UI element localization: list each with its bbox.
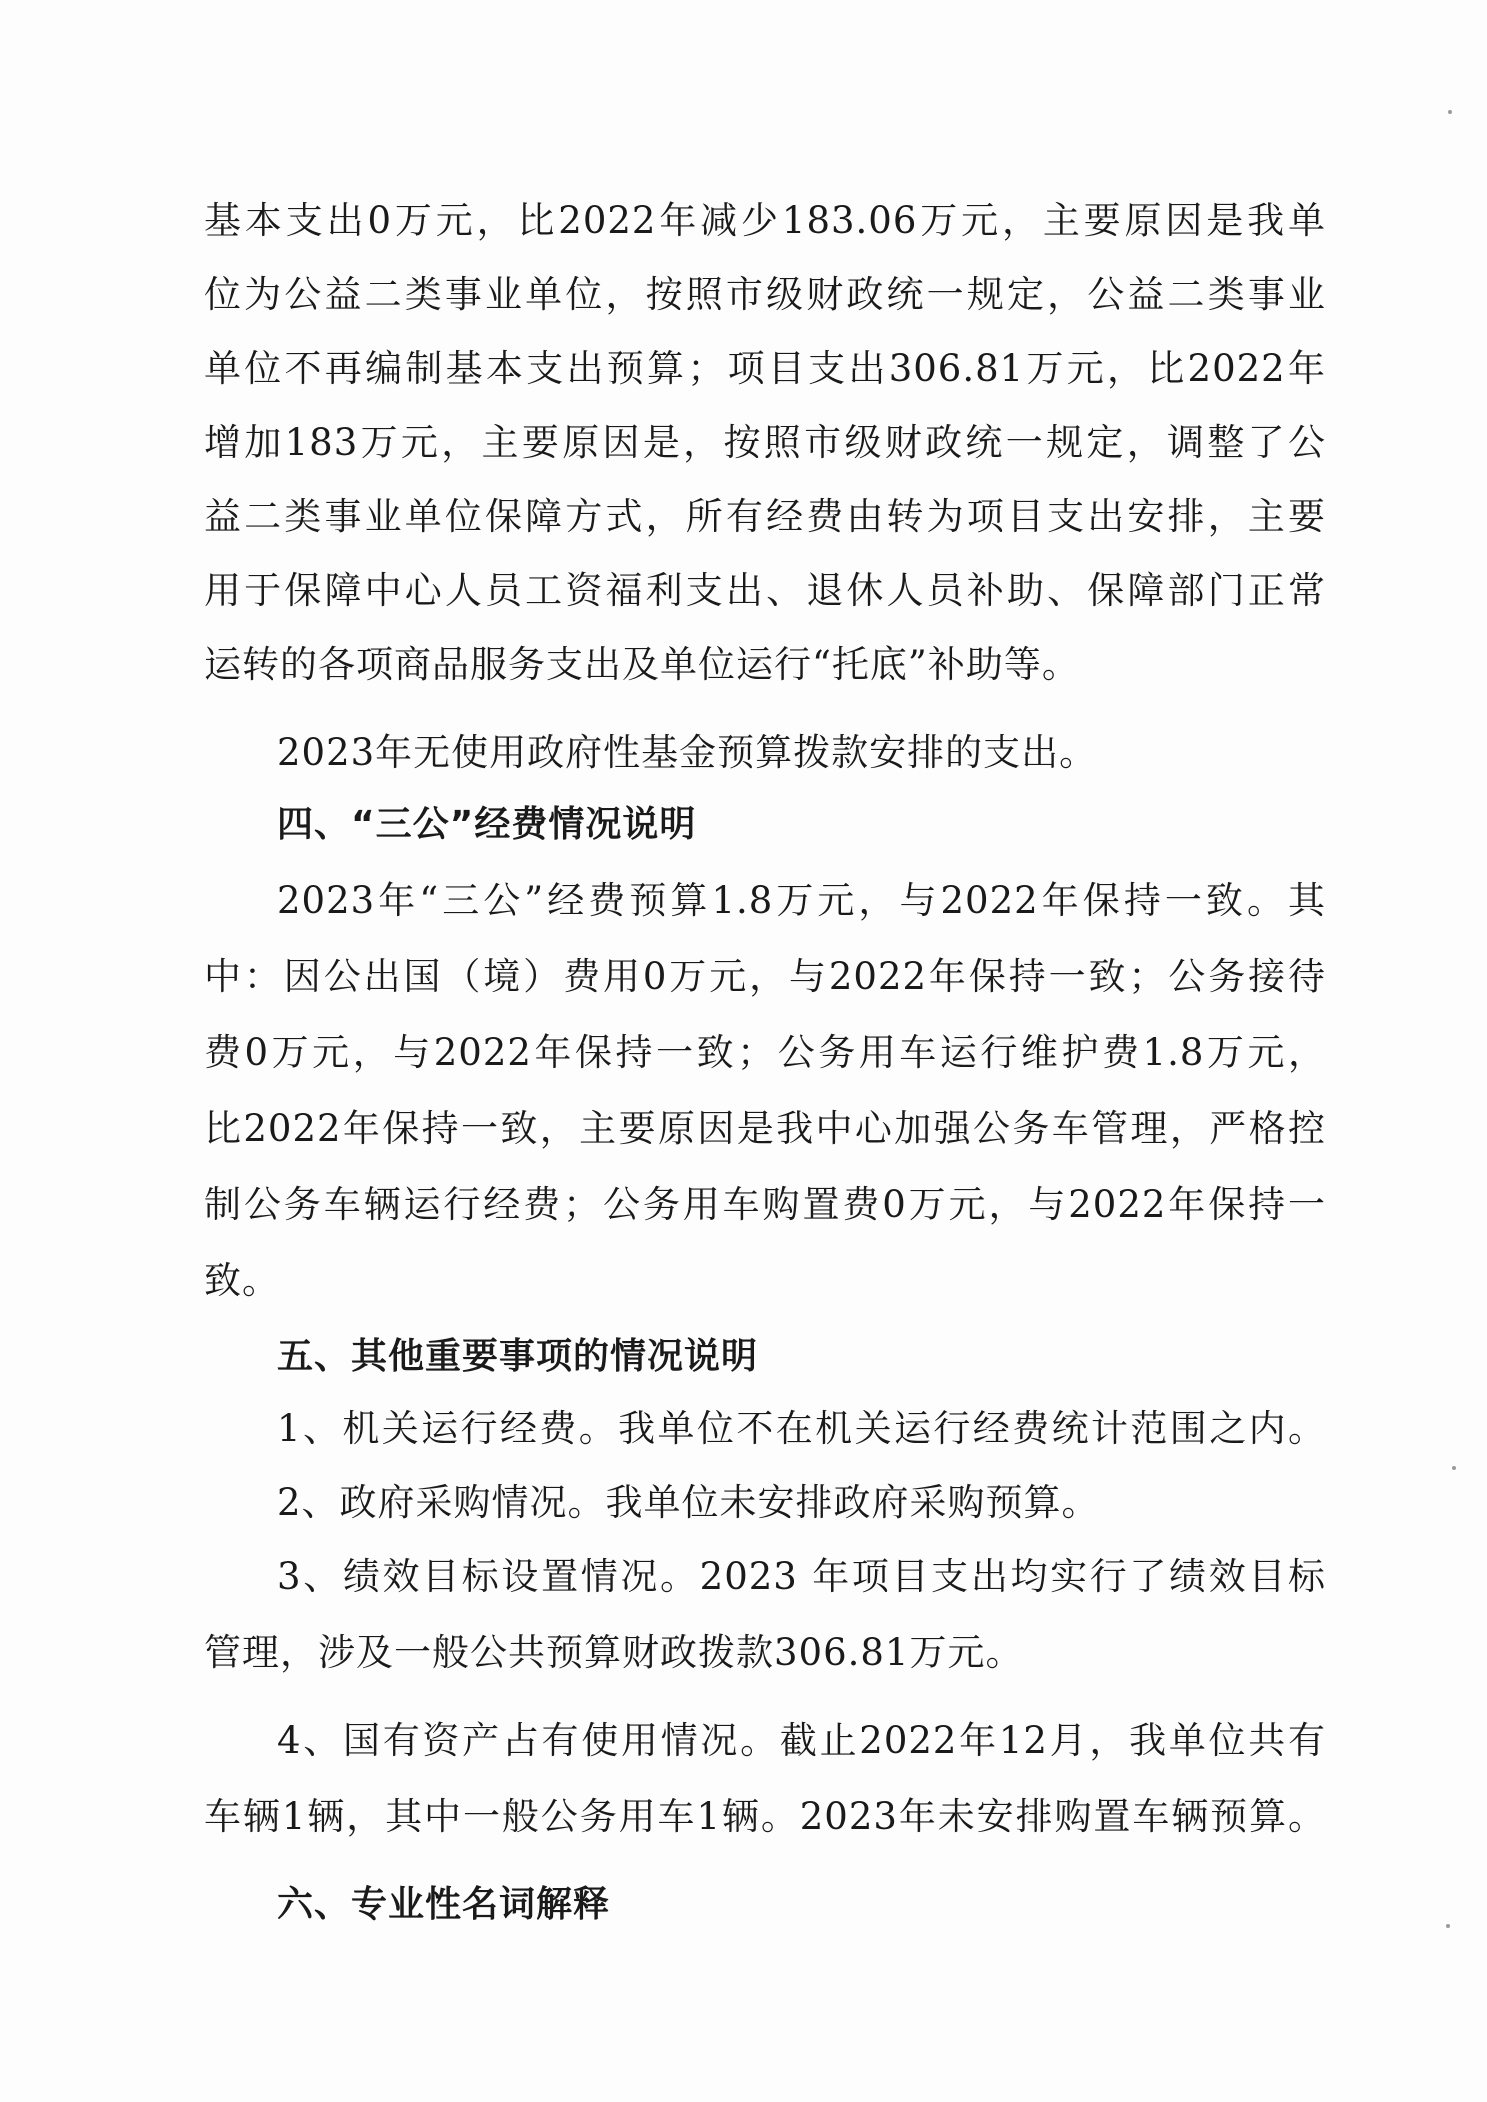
list-item: 3、绩效目标设置情况。2023 年项目支出均实行了绩效目标: [277, 1555, 1326, 1598]
paragraph-line: 增加183万元，主要原因是，按照市级财政统一规定，调整了公: [204, 421, 1326, 464]
paragraph-line: 益二类事业单位保障方式，所有经费由转为项目支出安排，主要: [204, 495, 1326, 538]
list-item: 1、机关运行经费。我单位不在机关运行经费统计范围之内。: [277, 1407, 1326, 1450]
list-item-continuation: 车辆1辆，其中一般公务用车1辆。2023年未安排购置车辆预算。: [204, 1795, 1326, 1838]
paragraph-line: 致。: [204, 1259, 280, 1302]
section-heading-6: 六、专业性名词解释: [277, 1884, 611, 1925]
paragraph-line: 基本支出0万元，比2022年减少183.06万元，主要原因是我单: [204, 199, 1326, 242]
list-item-continuation: 管理，涉及一般公共预算财政拨款306.81万元。: [204, 1631, 1024, 1674]
paragraph-line: 制公务车辆运行经费；公务用车购置费0万元，与2022年保持一: [204, 1183, 1326, 1226]
paragraph-line: 2023年“三公”经费预算1.8万元，与2022年保持一致。其: [277, 879, 1326, 922]
list-item: 4、国有资产占有使用情况。截止2022年12月，我单位共有: [277, 1719, 1326, 1762]
paragraph-line: 单位不再编制基本支出预算；项目支出306.81万元，比2022年: [204, 347, 1326, 390]
list-item: 2、政府采购情况。我单位未安排政府采购预算。: [277, 1481, 1100, 1524]
paragraph-line: 费0万元，与2022年保持一致；公务用车运行维护费1.8万元，: [204, 1031, 1326, 1074]
paragraph-line: 位为公益二类事业单位，按照市级财政统一规定，公益二类事业: [204, 273, 1326, 316]
paragraph-line: 中：因公出国（境）费用0万元，与2022年保持一致；公务接待: [204, 955, 1326, 998]
section-heading-5: 五、其他重要事项的情况说明: [277, 1336, 759, 1377]
paragraph-line: 比2022年保持一致，主要原因是我中心加强公务车管理，严格控: [204, 1107, 1326, 1150]
scan-speck: [1446, 1924, 1450, 1928]
paragraph-fund-note: 2023年无使用政府性基金预算拨款安排的支出。: [277, 731, 1098, 774]
scan-speck: [1452, 1466, 1456, 1470]
paragraph-line: 用于保障中心人员工资福利支出、退休人员补助、保障部门正常: [204, 569, 1326, 612]
scan-speck: [1448, 110, 1452, 114]
paragraph-line: 运转的各项商品服务支出及单位运行“托底”补助等。: [204, 643, 1080, 686]
section-heading-4: 四、“三公”经费情况说明: [277, 804, 697, 845]
